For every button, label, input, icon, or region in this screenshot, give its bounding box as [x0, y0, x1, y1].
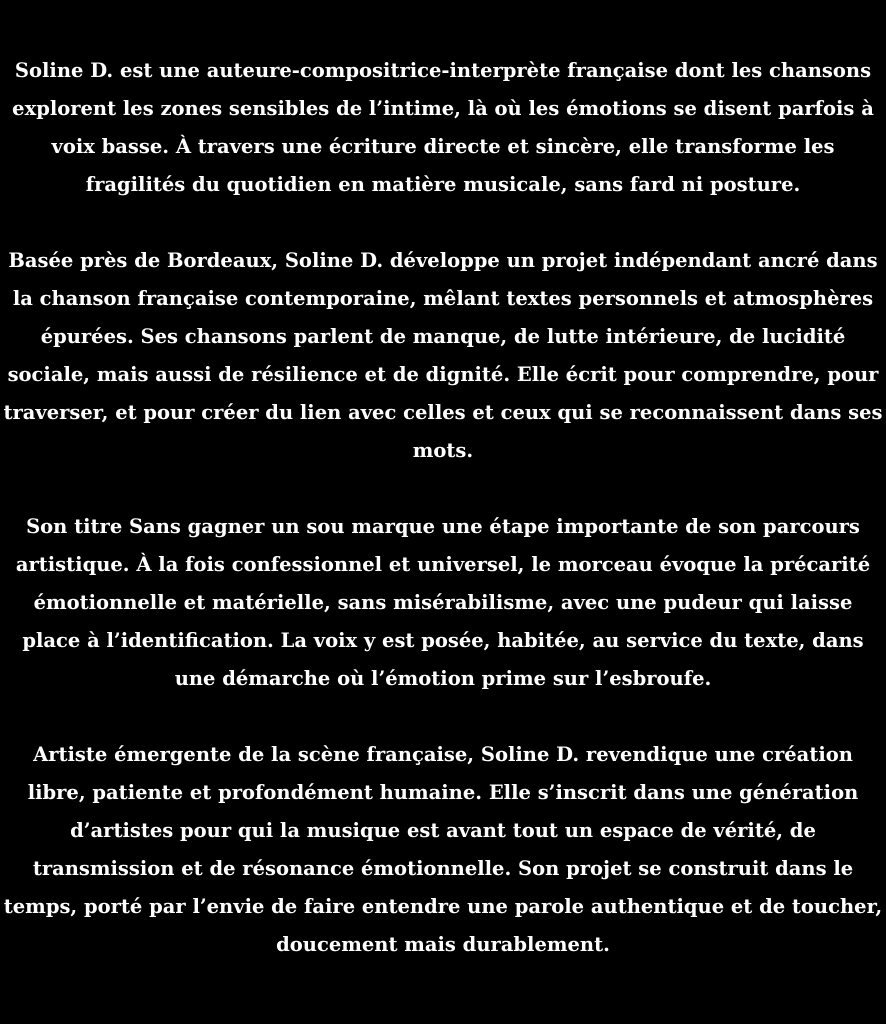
bio-paragraph-single: Son titre Sans gagner un sou marque une étape importante de son parcours artistique. À la fois confessionnel et universel, le morceau évoque la précarité émotionnelle et matérielle, sans misérabilisme, avec une pudeur qui laisse place à l’identification. La voix y est posée, habitée, au service du texte, dans une démarche où l’émotion prime sur l’esbroufe.: [15, 515, 871, 690]
bio-paragraph-artist: Artiste émergente de la scène française, Soline D. revendique une création libre, patiente et profondément humaine. Elle s’inscrit dans une génération d’artistes pour qui la musique est avant tout un espace de vérité, de transmission et de résonance émotionnelle. Son projet se construit dans le temps, porté par l’envie de faire entendre une parole authentique et de toucher, doucement mais durablement.: [3, 743, 883, 956]
biography-text: [0, 52, 886, 964]
bio-paragraph-project: Basée près de Bordeaux, Soline D. développe un projet indépendant ancré dans la chanson française contemporaine, mêlant textes personnels et atmosphères épurées. Ses chansons parlent de manque, de lutte intérieure, de lucidité sociale, mais aussi de résilience et de dignité. Elle écrit pour comprendre, pour traverser, et pour créer du lien avec celles et ceux qui se reconnaissent dans ses mots.: [3, 249, 883, 462]
bio-paragraph-intro: Soline D. est une auteure-compositrice-interprète française dont les chansons explorent les zones sensibles de l’intime, là où les émotions se disent parfois à voix basse. À travers une écriture directe et sincère, elle transforme les fragilités du quotidien en matière musicale, sans fard ni posture.: [12, 59, 874, 196]
